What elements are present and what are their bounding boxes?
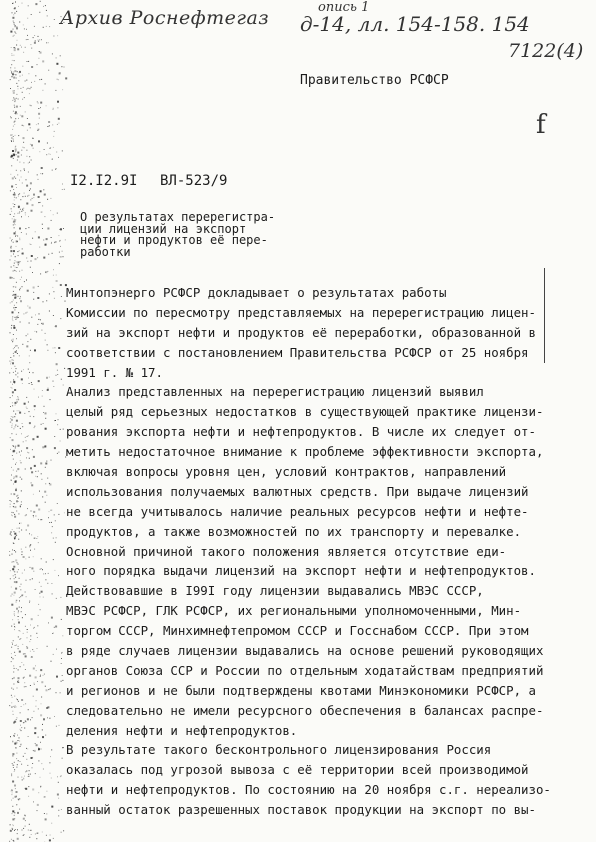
body-line: МВЭС РСФСР, ГЛК РСФСР, их региональными уполномоченными, Мин- xyxy=(66,603,522,619)
handwritten-fond-line1: опись 1 xyxy=(318,0,370,15)
body-line: и регионов и не были подтверждены квотами Минэкономики РСФСР, а xyxy=(66,682,536,698)
body-line: 1991 г. № 17. xyxy=(66,364,163,380)
scan-edge-noise xyxy=(0,0,70,842)
addressee: Правительство РСФСР xyxy=(300,73,449,88)
body-line: соответствии с постановлением Правительства РСФСР от 25 ноября xyxy=(66,344,529,360)
body-line: В результате такого бесконтрольного лицензирования Россия xyxy=(66,742,492,758)
handwritten-doc-code: 7122(4) xyxy=(508,40,584,62)
document-number: ВЛ-523/9 xyxy=(160,173,228,189)
handwritten-archive-ref: Архив Роснефтегаз xyxy=(60,7,270,29)
subject-block xyxy=(80,212,320,258)
subject-line: О результатах перерегистра- xyxy=(80,210,276,224)
body-line: деления нефти и нефтепродуктов. xyxy=(66,722,298,738)
body-line: ного порядка выдачи лицензий на экспорт нефти и нефтепродуктов. xyxy=(66,563,536,579)
body-line: Комиссии по пересмотру представляемых на перерегистрацию лицен- xyxy=(66,304,536,320)
body-line: продуктов, а также возможностей по их транспорту и перевалке. xyxy=(66,523,522,539)
handwritten-fond-line2: д-14, лл. 154-158. 154 xyxy=(300,12,530,36)
document-date: I2.I2.9I xyxy=(70,173,138,189)
body-line: торгом СССР, Минхимнефтепромом СССР и Госснабом СССР. При этом xyxy=(66,623,529,639)
body-line: нефти и нефтепродуктов. По состоянию на 20 ноября с.г. нереализо- xyxy=(66,782,551,798)
body-line: следовательно не имели ресурсного обеспечения в балансах распре- xyxy=(66,702,544,718)
handwritten-mark: f xyxy=(536,110,546,140)
body-line: Основной причиной такого положения является отсутствие еди- xyxy=(66,543,507,559)
body-line: в ряде случаев лицензии выдавались на основе решений руководящих xyxy=(66,643,544,659)
body-line: использования получаемых валютных средств. При выдаче лицензий xyxy=(66,483,529,499)
body-line: Анализ представленных на перерегистрацию лицензий выявил xyxy=(66,384,484,400)
subject-line: нефти и продуктов её пере- xyxy=(80,233,268,247)
subject-line: работки xyxy=(80,244,131,259)
body-line: органов Союза ССР и России по отдельным ходатайствам предприятий xyxy=(66,662,544,678)
body-line: зий на экспорт нефти и продуктов её переработки, образованной в xyxy=(66,324,536,340)
body-line: рования экспорта нефти и нефтепродуктов. В числе их следует от- xyxy=(66,424,536,440)
subject-line: ции лицензий на экспорт xyxy=(80,221,247,236)
body-line: Действовавшие в I99I году лицензии выдавались МВЭС СССР, xyxy=(66,583,484,599)
body-line: не всегда учитывалось наличие реальных ресурсов нефти и нефте- xyxy=(66,503,529,519)
body-line: включая вопросы уровня цен, условий контрактов, направлений xyxy=(66,464,507,480)
body-line: целый ряд серьезных недостатков в существующей практике лицензи- xyxy=(66,404,544,420)
body-line: метить недостаточное внимание к проблеме эффективности экспорта, xyxy=(66,444,544,460)
body-line: оказалась под угрозой вывоза с её территории всей производимой xyxy=(66,762,529,778)
body-line: Минтопэнерго РСФСР докладывает о результатах работы xyxy=(66,285,447,300)
body-text xyxy=(66,283,551,820)
body-line: ванный остаток разрешенных поставок продукции на экспорт по вы- xyxy=(66,802,536,818)
